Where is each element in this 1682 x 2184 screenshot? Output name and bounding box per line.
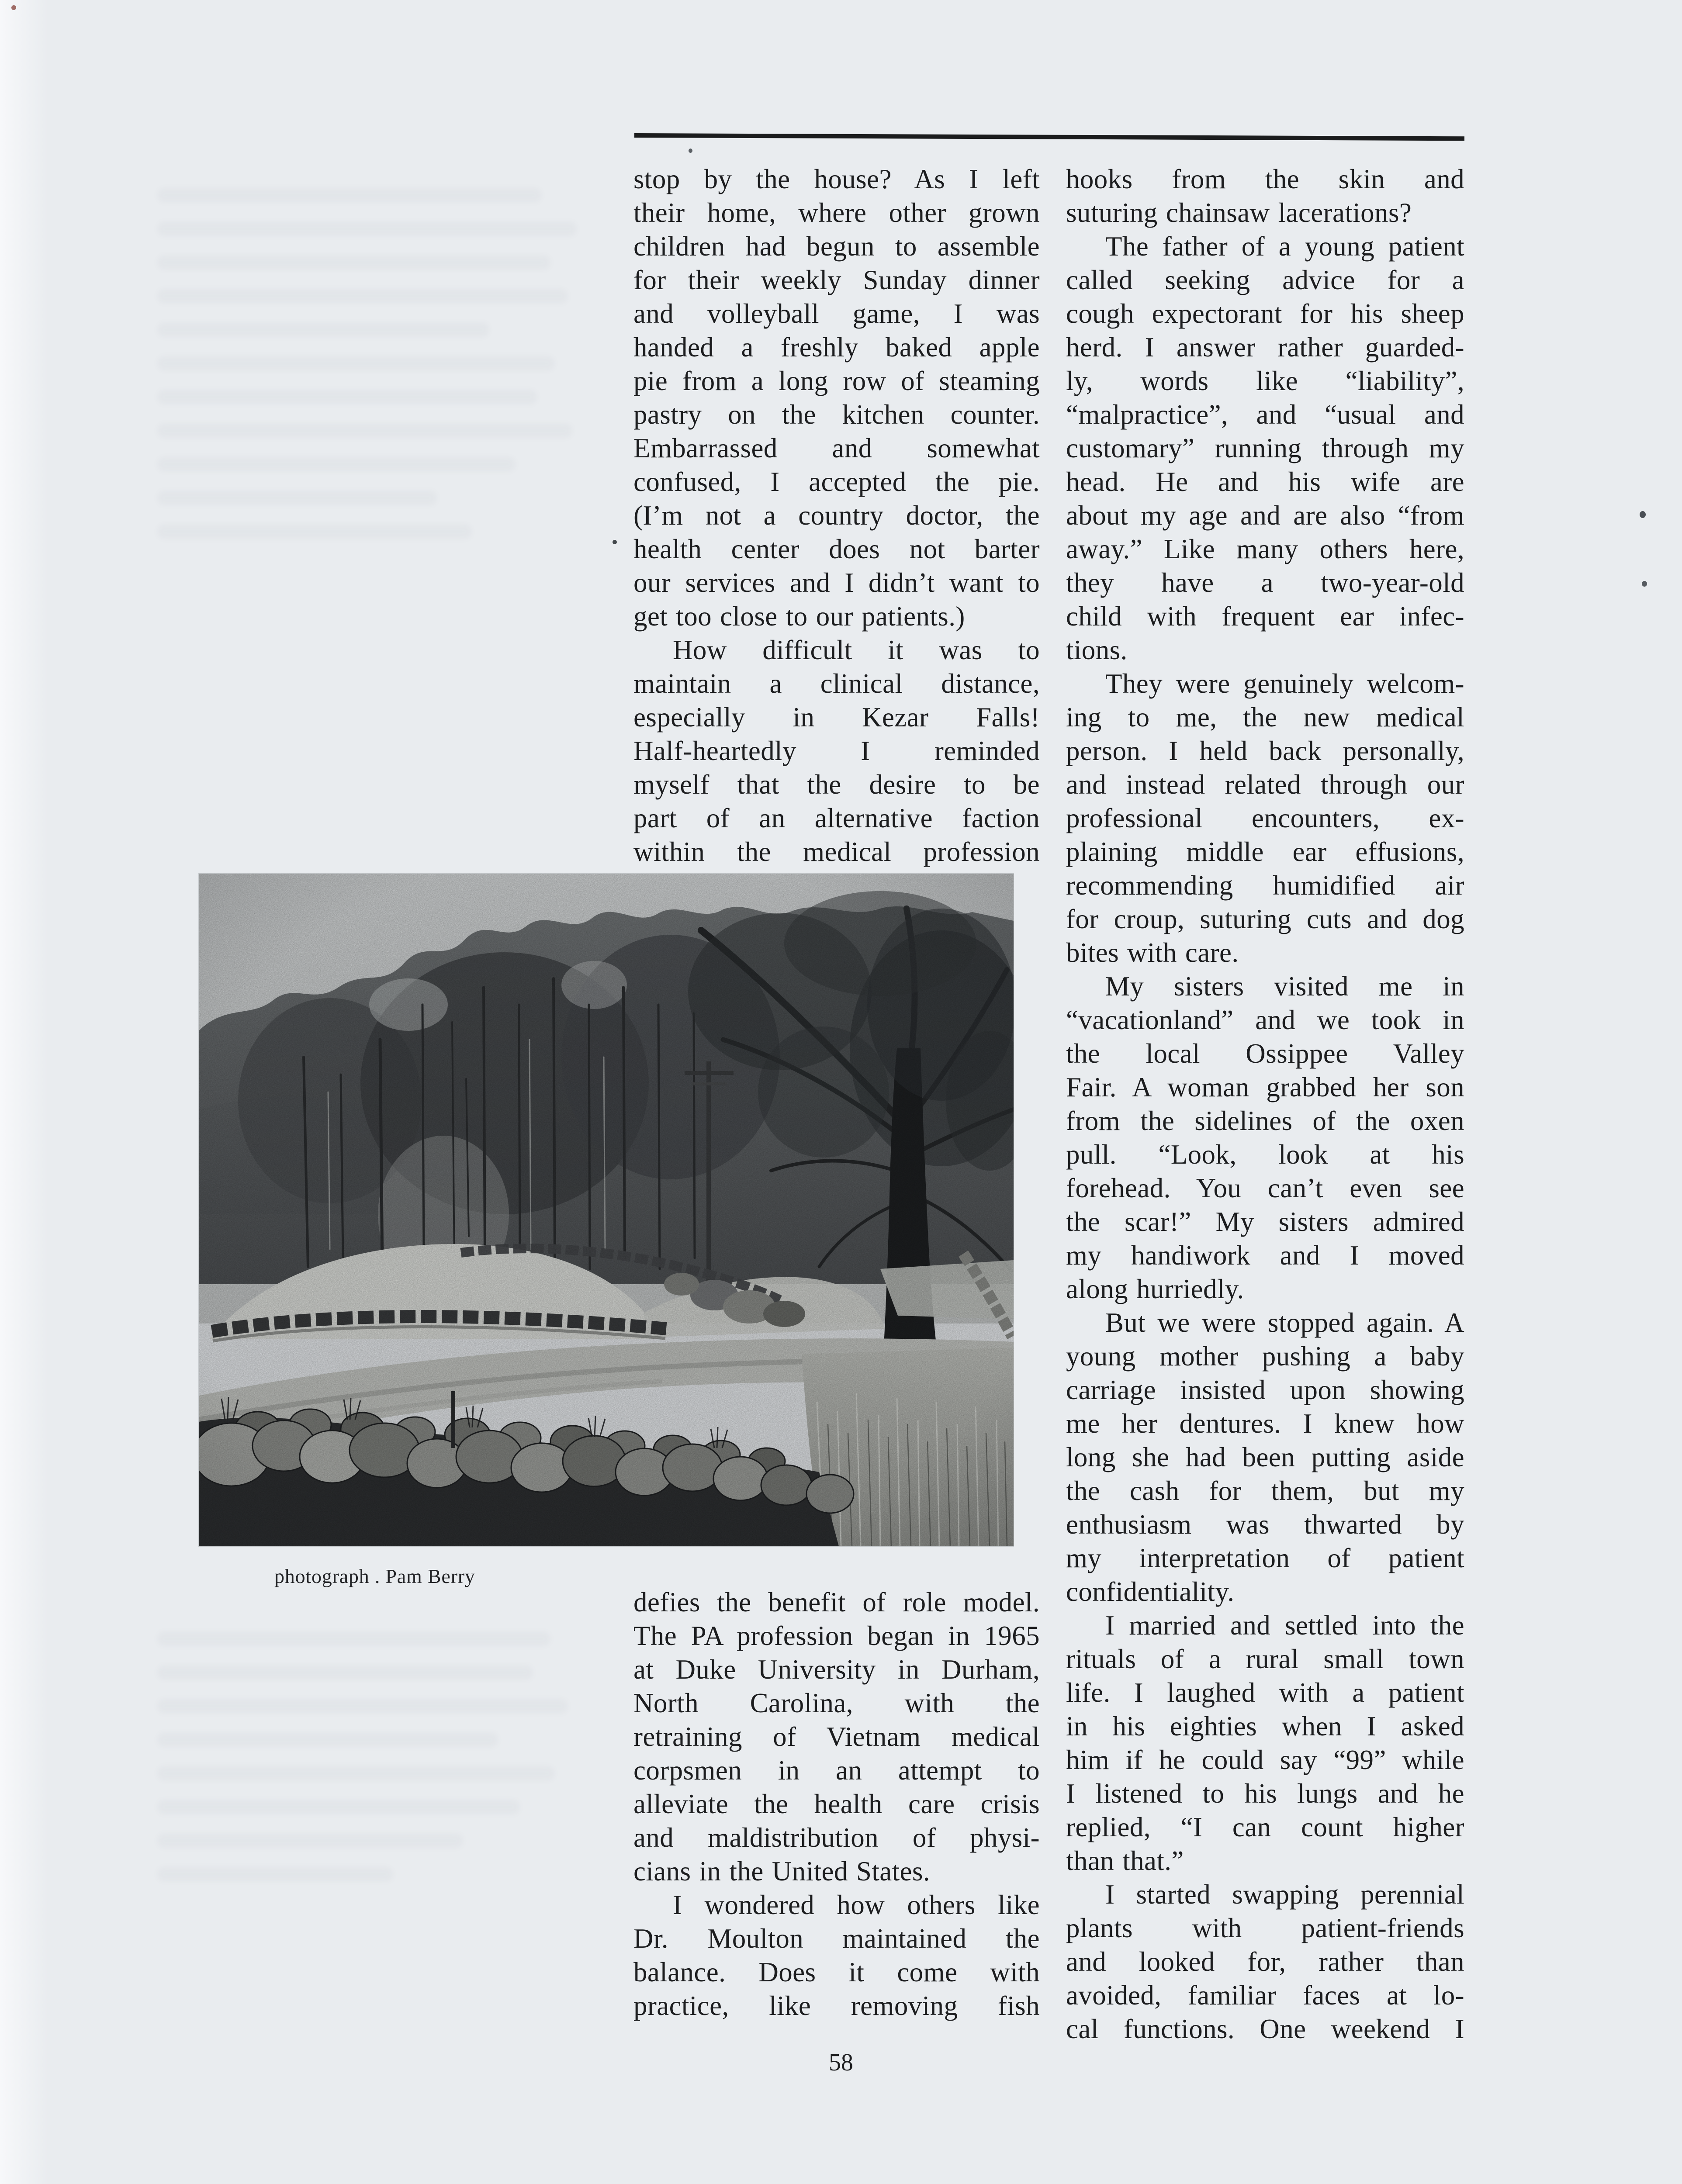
text-line: The father of a young patient [1105, 231, 1464, 262]
page-number: 58 [829, 2049, 853, 2076]
text-line: for their weekly Sunday dinner [633, 265, 1040, 295]
text-line: professional encounters, ex- [1066, 803, 1464, 833]
text-line: our services and I didn’t want to [633, 567, 1040, 598]
scan-speck [1640, 511, 1646, 518]
text-line: recommending humidified air [1066, 870, 1464, 901]
text-line: North Carolina, with the [633, 1688, 1040, 1718]
landscape-photograph [199, 874, 1014, 1546]
text-line: Dr. Moulton maintained the [633, 1923, 1040, 1954]
showthrough-line [157, 356, 555, 371]
showthrough-line [157, 1631, 550, 1646]
text-line: plaining middle ear effusions, [1066, 836, 1464, 867]
showthrough-line [157, 1833, 463, 1848]
text-line: confused, I accepted the pie. [633, 467, 1040, 497]
text-line: and volleyball game, I was [633, 298, 1040, 329]
showthrough-line [157, 1665, 533, 1680]
text-line: “vacationland” and we took in [1066, 1005, 1464, 1035]
text-line: suturing chainsaw lacerations? [1066, 197, 1412, 228]
text-line: health center does not barter [633, 534, 1040, 564]
text-line: Half-heartedly I reminded [633, 736, 1040, 766]
text-line: the local Ossippee Valley [1066, 1038, 1464, 1069]
text-line: him if he could say “99” while [1066, 1745, 1464, 1775]
left-column-lower [633, 1586, 1040, 2023]
text-line: and instead related through our [1066, 769, 1464, 800]
left-column-upper [633, 162, 1040, 869]
text-line: the cash for them, but my [1066, 1476, 1464, 1506]
photo-canvas [199, 874, 1014, 1546]
text-line: within the medical profession [633, 836, 1040, 867]
text-line: called seeking advice for a [1066, 265, 1464, 295]
text-line: away.” Like many others here, [1066, 534, 1464, 564]
text-line: they have a two-year-old [1066, 567, 1464, 598]
text-line: in his eighties when I asked [1066, 1711, 1464, 1742]
text-line: child with frequent ear infec- [1066, 601, 1464, 632]
text-line: cal functions. One weekend I [1066, 2014, 1464, 2044]
text-line: forehead. You can’t even see [1066, 1173, 1464, 1203]
text-line: from the sidelines of the oxen [1066, 1106, 1464, 1136]
text-line: confidentiality. [1066, 1576, 1235, 1607]
text-line: defies the benefit of role model. [633, 1587, 1040, 1617]
text-line: Fair. A woman grabbed her son [1066, 1072, 1464, 1102]
text-line: corpsmen in an attempt to [633, 1755, 1040, 1786]
text-line: (I’m not a country doctor, the [633, 500, 1040, 531]
text-line: plants with patient-friends [1066, 1913, 1464, 1943]
showthrough-line [157, 221, 577, 236]
text-line: I married and settled into the [1105, 1610, 1464, 1641]
text-line: pie from a long row of steaming [633, 366, 1040, 396]
showthrough-line [157, 1732, 498, 1747]
showthrough-line [157, 491, 437, 505]
text-line: my handiwork and I moved [1066, 1240, 1464, 1271]
text-line: my interpretation of patient [1066, 1543, 1464, 1573]
text-line: pull. “Look, look at his [1066, 1139, 1464, 1170]
text-line: replied, “I can count higher [1066, 1812, 1464, 1842]
text-line: for croup, suturing cuts and dog [1066, 904, 1464, 934]
text-line: maintain a clinical distance, [633, 668, 1040, 699]
text-line: retraining of Vietnam medical [633, 1721, 1040, 1752]
scan-speck [613, 540, 617, 544]
text-line: ly, words like “liability”, [1066, 366, 1464, 396]
scan-speck [11, 5, 16, 10]
text-line: enthusiasm was thwarted by [1066, 1509, 1464, 1540]
showthrough-line [157, 1800, 520, 1814]
text-line: their home, where other grown [633, 197, 1040, 228]
text-line: customary” running through my [1066, 433, 1464, 463]
text-line: get too close to our patients.) [633, 601, 965, 632]
top-rule [634, 133, 1464, 141]
scan-speck [1642, 581, 1647, 587]
text-line: children had begun to assemble [633, 231, 1040, 262]
text-line: But we were stopped again. A [1105, 1307, 1464, 1338]
showthrough-line [157, 188, 542, 203]
text-line: pastry on the kitchen counter. [633, 399, 1040, 430]
text-line: myself that the desire to be [633, 769, 1040, 800]
text-line: bites with care. [1066, 937, 1239, 968]
text-line: person. I held back personally, [1066, 736, 1464, 766]
right-column [1066, 162, 1464, 2046]
scan-left-edge [0, 0, 48, 2184]
text-line: long she had been putting aside [1066, 1442, 1464, 1472]
text-line: ing to me, the new medical [1066, 702, 1464, 733]
text-line: and looked for, rather than [1066, 1946, 1464, 1977]
text-line: and maldistribution of physi- [633, 1822, 1040, 1853]
showthrough-line [157, 524, 472, 539]
text-line: handed a freshly baked apple [633, 332, 1040, 363]
text-line: about my age and are also “from [1066, 500, 1464, 531]
showthrough-line [157, 1766, 555, 1781]
text-line: the scar!” My sisters admired [1066, 1206, 1464, 1237]
showthrough-line [157, 289, 568, 304]
showthrough-line [157, 390, 537, 404]
text-line: than that.” [1066, 1845, 1184, 1876]
text-line: tions. [1066, 635, 1128, 665]
text-line: The PA profession began in 1965 [633, 1621, 1040, 1651]
text-line: stop by the house? As I left [633, 164, 1040, 194]
text-line: avoided, familiar faces at lo- [1066, 1980, 1464, 2011]
text-line: me her dentures. I knew how [1066, 1408, 1464, 1439]
text-line: I wondered how others like [673, 1890, 1040, 1920]
text-line: They were genuinely welcom- [1105, 668, 1464, 699]
text-line: carriage insisted upon showing [1066, 1375, 1464, 1405]
text-line: Embarrassed and somewhat [633, 433, 1040, 463]
showthrough-line [157, 1867, 393, 1882]
photo-credit: photograph . Pam Berry [274, 1565, 475, 1587]
text-line: hooks from the skin and [1066, 164, 1464, 194]
text-line: How difficult it was to [673, 635, 1040, 665]
text-line: at Duke University in Durham, [633, 1654, 1040, 1685]
showthrough-line [157, 457, 516, 472]
showthrough-line [157, 1699, 568, 1714]
showthrough-line [157, 322, 489, 337]
text-line: cians in the United States. [633, 1856, 930, 1887]
scan-speck [689, 149, 692, 153]
text-line: balance. Does it come with [633, 1957, 1040, 1987]
showthrough-line [157, 255, 550, 270]
photo-vignette [199, 874, 1014, 1546]
text-line: I listened to his lungs and he [1066, 1778, 1464, 1809]
text-line: alleviate the health care crisis [633, 1789, 1040, 1819]
text-line: cough expectorant for his sheep [1066, 298, 1464, 329]
text-line: practice, like removing fish [633, 1990, 1040, 2021]
text-line: “malpractice”, and “usual and [1066, 399, 1464, 430]
text-line: My sisters visited me in [1105, 971, 1464, 1002]
text-line: rituals of a rural small town [1066, 1644, 1464, 1674]
showthrough-line [157, 423, 572, 438]
text-line: life. I laughed with a patient [1066, 1677, 1464, 1708]
text-line: part of an alternative faction [633, 803, 1040, 833]
text-line: along hurriedly. [1066, 1274, 1244, 1304]
text-line: especially in Kezar Falls! [633, 702, 1040, 733]
text-line: I started swapping perennial [1105, 1879, 1464, 1910]
text-line: head. He and his wife are [1066, 467, 1464, 497]
text-line: young mother pushing a baby [1066, 1341, 1464, 1372]
text-line: herd. I answer rather guarded- [1066, 332, 1464, 363]
